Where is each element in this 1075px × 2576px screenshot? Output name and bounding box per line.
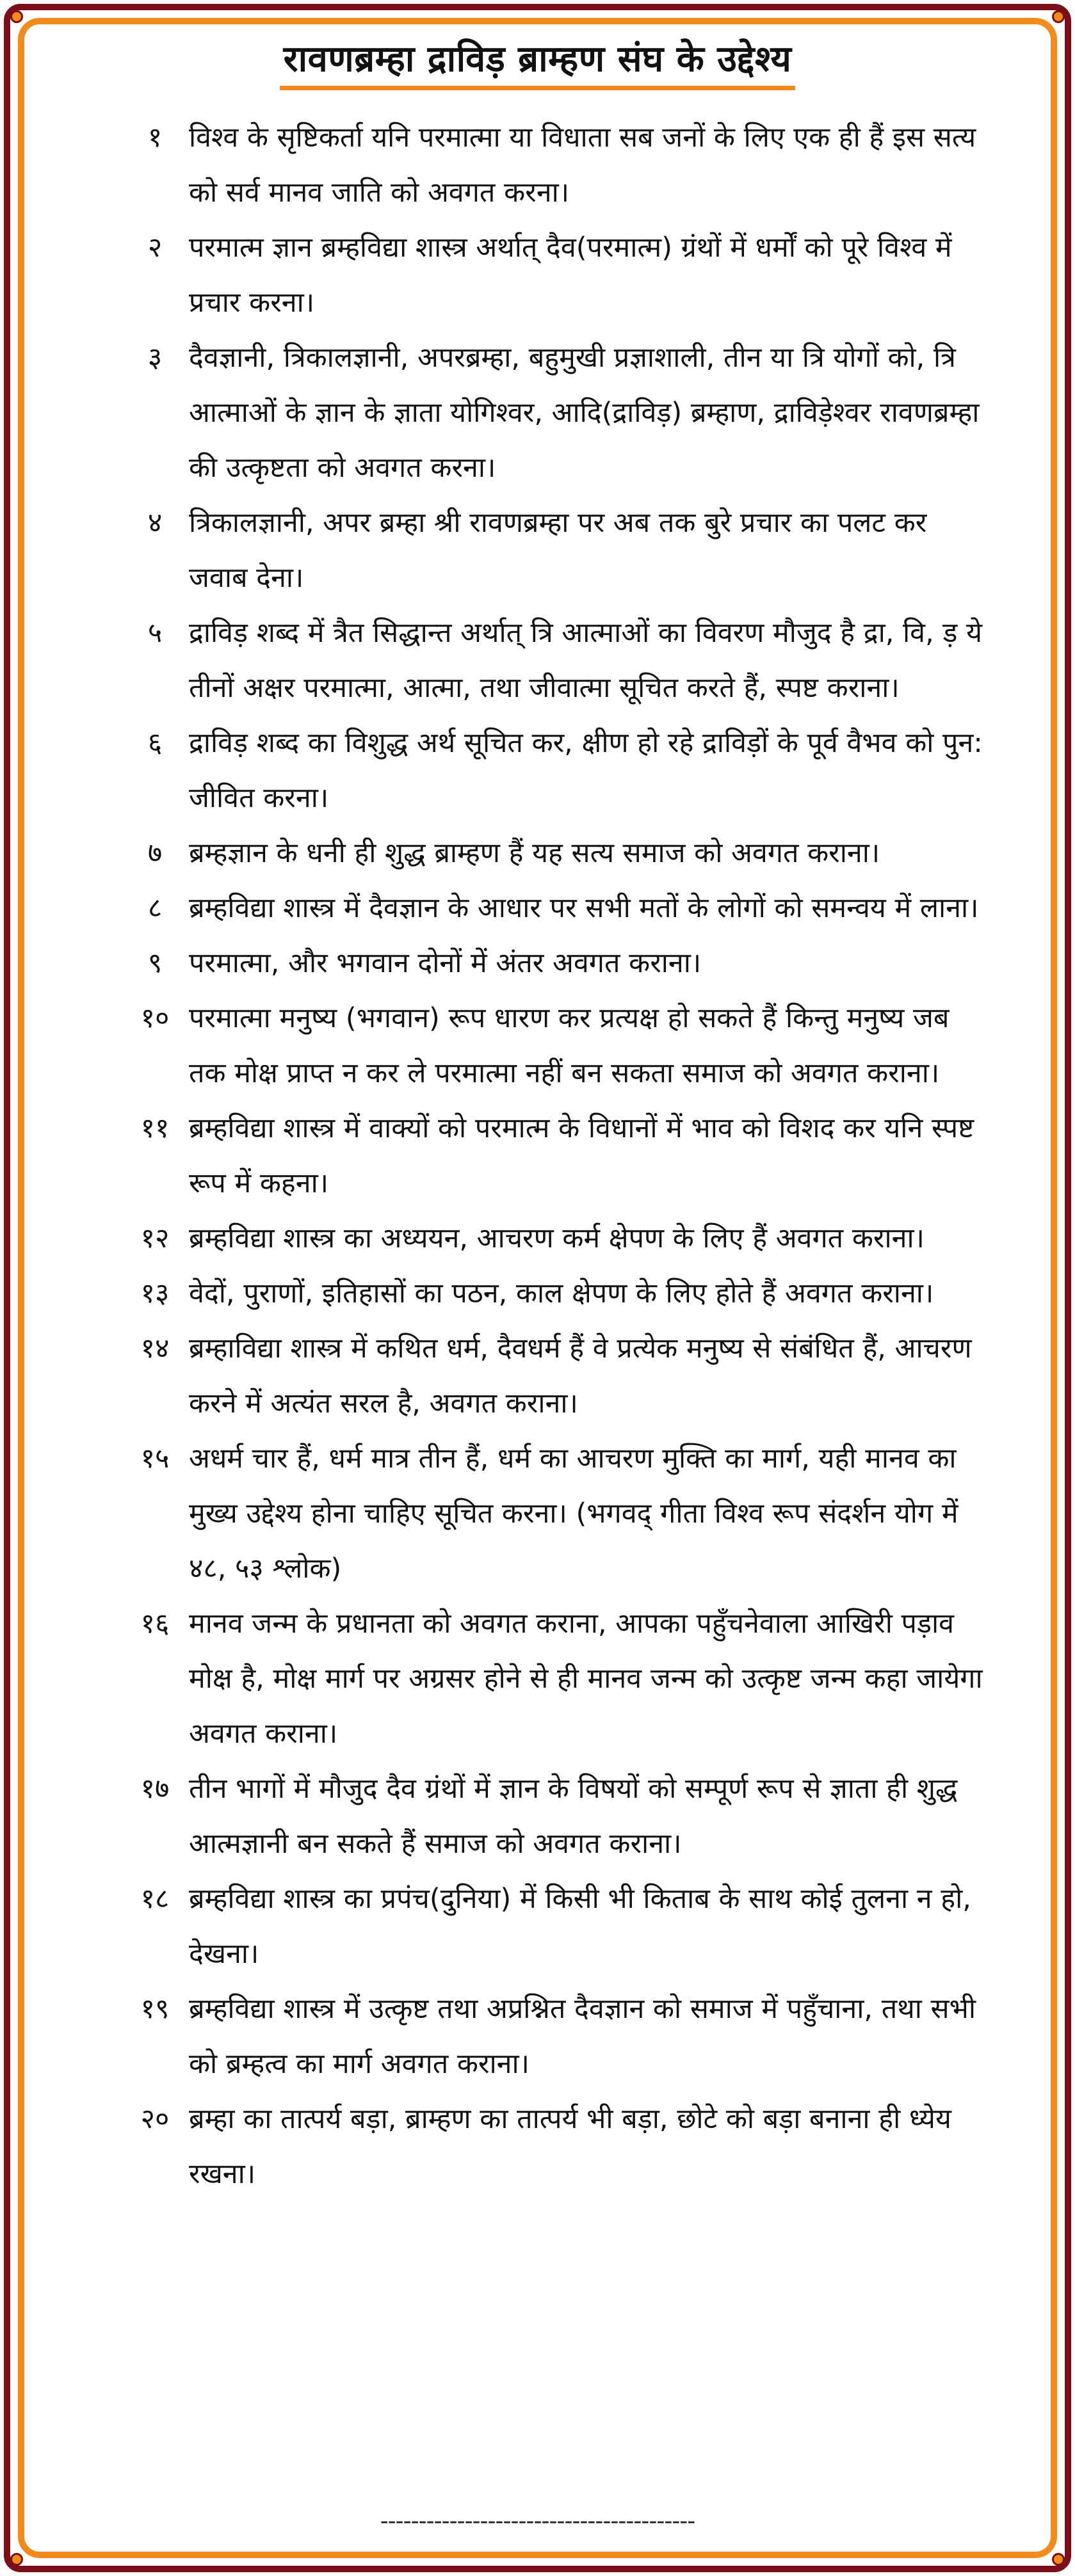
item-text: ब्रम्हा का तात्पर्य बड़ा, ब्राम्हण का तात्पर्य भी बड़ा, छोटे को बड़ा बनाना ही ध्येय रखना। [189,2103,951,2190]
item-number: ११ [140,1112,170,1144]
list-item [131,2092,983,2202]
corner-ornament-bottom-right [1052,2553,1065,2566]
item-number: २० [140,2103,170,2135]
item-text: द्राविड़ शब्द का विशुद्ध अर्थ सूचित कर, क्षीण हो रहे द्राविड़ों के पूर्व वैभव को पुन: जीवित करना। [189,727,983,814]
item-number: १५ [140,1443,170,1475]
item-number: ६ [147,727,163,759]
item-text: दैवज्ञानी, त्रिकालज्ञानी, अपरब्रम्हा, बहुमुखी प्रज्ञाशाली, तीन या त्रि योगों को, त्रि आत्माओं के ज्ञान के ज्ञाता योगिश्वर, आदि(द्राविड़) ब्रम्हाण, द्राविड़ेश्वर रावणब्रम्हा की उत्कृष्टता को अवगत करना। [189,342,980,484]
item-number: ५ [147,617,163,649]
item-number: ८ [147,892,163,924]
list-item [131,881,983,936]
list-item [131,1761,983,1871]
item-text: विश्व के सृष्टिकर्ता यनि परमात्मा या विधाता सब जनों के लिए एक ही हैं इस सत्य को सर्व मानव जाति को अवगत करना। [189,122,976,209]
page-title-text: रावणब्रम्हा द्राविड़ ब्राम्हण संघ के उद्देश्य [280,33,796,90]
item-text: ब्रम्हविद्या शास्त्र में दैवज्ञान के आधार पर सभी मतों के लोगों को समन्वय में लाना। [189,892,979,924]
item-text: अधर्म चार हैं, धर्म मात्र तीन हैं, धर्म का आचरण मुक्ति का मार्ग, यही मानव का मुख्य उद्देश्य होना चाहिए सूचित करना। (भगवद् गीता विश्व रूप संदर्शन योग में ४८, ५३ श्लोक) [189,1443,958,1585]
item-number: ४ [147,507,163,539]
list-item [131,936,983,991]
list-item [131,220,983,330]
list-item [131,110,983,220]
list-item [131,1101,983,1211]
item-text: त्रिकालज्ञानी, अपर ब्रम्हा श्री रावणब्रम्हा पर अब तक बुरे प्रचार का पलट कर जवाब देना। [189,507,927,594]
list-item [131,605,983,716]
list-item [131,1596,983,1761]
list-item [131,1211,983,1266]
item-number: १६ [140,1608,170,1640]
list-item [131,1431,983,1596]
item-text: द्राविड़ शब्द में त्रैत सिद्धान्त अर्थात् त्रि आत्माओं का विवरण मौजुद है द्रा, वि, ड़ ये तीनों अक्षर परमात्मा, आत्मा, तथा जीवात्मा सूचित करते हैं, स्पष्ट कराना। [189,617,983,704]
item-text: ब्रम्हविद्या शास्त्र में उत्कृष्ट तथा अप्रश्नित दैवज्ञान को समाज में पहुँचाना, तथा सभी को ब्रम्हत्व का मार्ग अवगत कराना। [189,1993,976,2080]
objectives-list [131,110,983,2202]
item-text: ब्रम्हविद्या शास्त्र का प्रपंच(दुनिया) में किसी भी किताब के साथ कोई तुलना न हो, देखना। [189,1883,971,1970]
list-item [131,1981,983,2092]
page-title [0,31,1075,90]
closing-dashed-line: ----------------------------------------- [380,2508,695,2534]
list-item [131,991,983,1101]
item-number: १२ [140,1222,170,1254]
item-number: १४ [140,1332,170,1364]
item-number: १३ [140,1277,170,1309]
item-number: १८ [140,1883,170,1915]
list-item [131,330,983,495]
list-item [131,1871,983,1981]
item-number: २ [147,232,163,264]
corner-ornament-top-left [10,10,23,23]
corner-ornament-top-right [1052,10,1065,23]
list-item [131,1321,983,1431]
item-text: तीन भागों में मौजुद दैव ग्रंथों में ज्ञान के विषयों को सम्पूर्ण रूप से ज्ञाता ही शुद्ध आत्मज्ञानी बन सकते हैं समाज को अवगत कराना। [189,1773,958,1860]
item-number: १९ [140,1993,170,2025]
item-text: वेदों, पुराणों, इतिहासों का पठन, काल क्षेपण के लिए होते हैं अवगत कराना। [189,1277,934,1309]
item-number: ३ [147,342,163,374]
item-number: १ [147,122,163,154]
item-text: परमात्मा, और भगवान दोनों में अंतर अवगत कराना। [189,947,702,979]
list-item [131,495,983,605]
corner-ornament-bottom-left [10,2553,23,2566]
item-number: १० [140,1002,170,1034]
item-text: ब्रम्हाविद्या शास्त्र में कथित धर्म, दैवधर्म हैं वे प्रत्येक मनुष्य से संबंधित हैं, आचरण करने में अत्यंत सरल है, अवगत कराना। [189,1332,972,1420]
item-text: ब्रम्हविद्या शास्त्र में वाक्यों को परमात्म के विधानों में भाव को विशद कर यनि स्पष्ट रूप में कहना। [189,1112,974,1199]
item-number: ९ [147,947,163,979]
list-item [131,716,983,826]
item-number: १७ [140,1773,170,1805]
item-text: परमात्मा मनुष्य (भगवान) रूप धारण कर प्रत्यक्ष हो सकते हैं किन्तु मनुष्य जब तक मोक्ष प्राप्त न कर ले परमात्मा नहीं बन सकता समाज को अवगत कराना। [189,1002,950,1089]
item-text: ब्रम्हविद्या शास्त्र का अध्ययन, आचरण कर्म क्षेपण के लिए हैं अवगत कराना। [189,1222,925,1254]
item-number: ७ [147,837,163,869]
item-text: ब्रम्हज्ञान के धनी ही शुद्ध ब्राम्हण हैं यह सत्य समाज को अवगत कराना। [189,837,880,869]
item-text: मानव जन्म के प्रधानता को अवगत कराना, आपका पहुँचनेवाला आखिरी पड़ाव मोक्ष है, मोक्ष मार्ग पर अग्रसर होने से ही मानव जन्म को उत्कृष्ट जन्म कहा जायेगा अवगत कराना। [189,1608,983,1750]
item-text: परमात्म ज्ञान ब्रम्हविद्या शास्त्र अर्थात् दैव(परमात्म) ग्रंथों में धर्मों को पूरे विश्व में प्रचार करना। [189,232,952,319]
list-item [131,826,983,881]
list-item [131,1266,983,1321]
